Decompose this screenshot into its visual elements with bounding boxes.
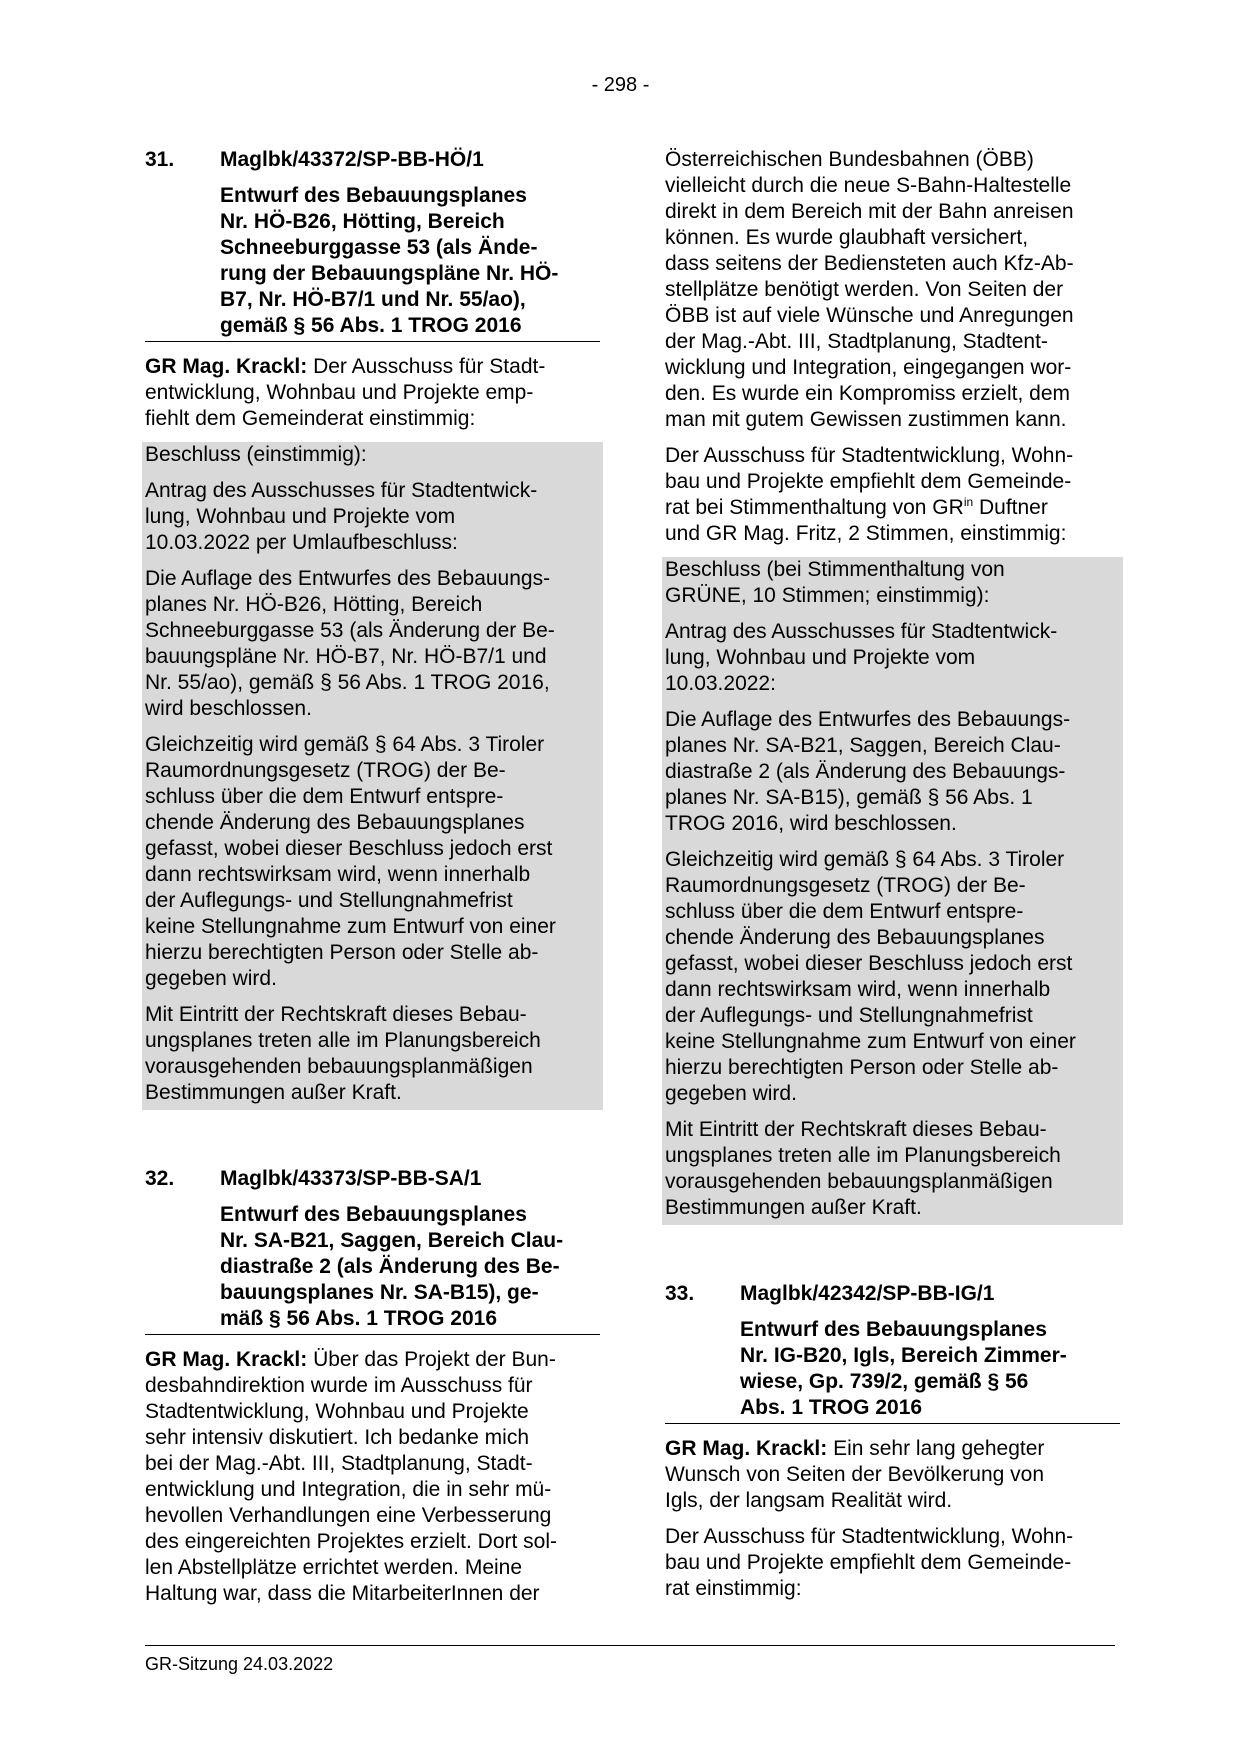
text-line: Bestimmungen außer Kraft.	[145, 1081, 402, 1104]
section-32-header	[145, 1166, 600, 1335]
text-line: schluss über die dem Entwurf entspre-	[145, 785, 504, 808]
text-line: Gleichzeitig wird gemäß § 64 Abs. 3 Tiroler	[145, 733, 545, 756]
text-line: rat bei Stimmenthaltung von GR	[665, 496, 964, 519]
title-line: bauungsplanes Nr. SA-B15), ge-	[220, 1281, 539, 1304]
right-column	[665, 147, 1120, 1612]
text-line: Mit Eintritt der Rechtskraft dieses Bebau-	[145, 1003, 527, 1026]
superscript-in: in	[963, 495, 974, 509]
section-32-statement-continued	[665, 147, 1120, 433]
text-line: Raumordnungsgesetz (TROG) der Be-	[145, 759, 506, 782]
decision-resolution	[665, 707, 1120, 847]
title-line: Nr. IG-B20, Igls, Bereich Zimmer-	[740, 1344, 1067, 1367]
text-line: 10.03.2022 per Umlaufbeschluss:	[145, 531, 458, 554]
text-line: können. Es wurde glaubhaft versichert,	[665, 226, 1029, 249]
text-line: der Mag.-Abt. III, Stadtplanung, Stadtent-	[665, 330, 1048, 353]
text-line: vorausgehenden bebauungsplanmäßigen	[665, 1170, 1053, 1193]
text-line: planes Nr. SA-B21, Saggen, Bereich Clau-	[665, 734, 1061, 757]
title-line: rung der Bebauungspläne Nr. HÖ-	[220, 262, 559, 285]
title-line: Schneeburggasse 53 (als Ände-	[220, 236, 538, 259]
text-line: ungsplanes treten alle im Planungsbereich	[145, 1029, 541, 1052]
section-33-code: Maglbk/42342/SP-BB-IG/1	[740, 1282, 995, 1305]
section-32-statement	[145, 1347, 600, 1607]
decision-legal-effect	[665, 1117, 1120, 1223]
text-line: bei der Mag.-Abt. III, Stadtplanung, Stadt-	[145, 1452, 533, 1475]
decision-resolution	[145, 566, 600, 732]
text-line: gegeben wird.	[665, 1082, 797, 1105]
speaker-name: GR Mag. Krackl:	[665, 1437, 828, 1460]
text-line: man mit gutem Gewissen zustimmen kann.	[665, 408, 1067, 431]
text-line: entwicklung, Wohnbau und Projekte emp-	[145, 381, 534, 404]
text-line: diastraße 2 (als Änderung des Bebauungs-	[665, 760, 1066, 783]
text-line: GRÜNE, 10 Stimmen; einstimmig):	[665, 584, 990, 607]
text-line: der Auflegungs- und Stellungnahmefrist	[665, 1004, 1033, 1027]
text-line: Ein sehr lang gehegter	[833, 1437, 1045, 1460]
section-33-number: 33.	[665, 1282, 695, 1305]
section-33-header	[665, 1281, 1120, 1424]
text-line: chende Änderung des Bebauungsplanes	[665, 926, 1045, 949]
text-line: len Abstellplätze errichtet werden. Meine	[145, 1556, 523, 1579]
section-32-code: Maglbk/43373/SP-BB-SA/1	[220, 1167, 482, 1190]
text-line: bau und Projekte empfiehlt dem Gemeinde-	[665, 1551, 1072, 1574]
section-31-header	[145, 147, 600, 342]
text-line: Nr. 55/ao), gemäß § 56 Abs. 1 TROG 2016,	[145, 671, 550, 694]
decision-simultaneous	[665, 847, 1120, 1117]
text-line: Gleichzeitig wird gemäß § 64 Abs. 3 Tiroler	[665, 848, 1065, 871]
text-line: Mit Eintritt der Rechtskraft dieses Bebau-	[665, 1118, 1047, 1141]
section-32-recommendation	[665, 443, 1120, 547]
text-line: lung, Wohnbau und Projekte vom	[665, 646, 976, 669]
text-line: keine Stellungnahme zum Entwurf von einer	[665, 1030, 1076, 1053]
text-line: hevollen Verhandlungen eine Verbesserung	[145, 1504, 552, 1527]
speaker-name: GR Mag. Krackl:	[145, 1348, 308, 1371]
text-line: vorausgehenden bebauungsplanmäßigen	[145, 1055, 533, 1078]
text-line: Wunsch von Seiten der Bevölkerung von	[665, 1463, 1045, 1486]
text-line: dass seitens der Bediensteten auch Kfz-Ab-	[665, 252, 1074, 275]
text-line: planes Nr. SA-B15), gemäß § 56 Abs. 1	[665, 786, 1033, 809]
decision-legal-effect	[145, 1002, 600, 1108]
footer-session-date: GR-Sitzung 24.03.2022	[145, 1654, 334, 1674]
text-line: schluss über die dem Entwurf entspre-	[665, 900, 1024, 923]
section-33-recommendation	[665, 1524, 1120, 1602]
text-line: dann rechtswirksam wird, wenn innerhalb	[145, 863, 531, 886]
section-31-statement	[145, 354, 600, 432]
text-line: wicklung und Integration, eingegangen wor-	[665, 356, 1072, 379]
title-line: Nr. SA-B21, Saggen, Bereich Clau-	[220, 1229, 564, 1252]
text-line: sehr intensiv diskutiert. Ich bedanke mich	[145, 1426, 530, 1449]
text-line: vielleicht durch die neue S-Bahn-Haltestelle	[665, 174, 1072, 197]
section-33-title	[740, 1317, 1120, 1421]
text-line: hierzu berechtigten Person oder Stelle ab-	[665, 1056, 1059, 1079]
section-32-number: 32.	[145, 1167, 175, 1190]
title-line: Entwurf des Bebauungsplanes	[220, 184, 527, 207]
text-line: Antrag des Ausschusses für Stadtentwick-	[665, 620, 1058, 643]
text-line: ungsplanes treten alle im Planungsbereich	[665, 1144, 1061, 1167]
left-column	[145, 147, 600, 1617]
text-line: Antrag des Ausschusses für Stadtentwick-	[145, 479, 538, 502]
text-line: keine Stellungnahme zum Entwurf von einer	[145, 915, 556, 938]
text-line: Duftner	[973, 496, 1048, 519]
title-line: diastraße 2 (als Änderung des Be-	[220, 1255, 560, 1278]
text-line: lung, Wohnbau und Projekte vom	[145, 505, 456, 528]
title-line: Entwurf des Bebauungsplanes	[220, 1203, 527, 1226]
footer-divider	[145, 1645, 1115, 1646]
text-line: rat einstimmig:	[665, 1577, 802, 1600]
text-line: Schneeburggasse 53 (als Änderung der Be-	[145, 619, 555, 642]
text-line: hierzu berechtigten Person oder Stelle ab-	[145, 941, 539, 964]
text-line: des eingereichten Projektes erzielt. Dort sol-	[145, 1530, 558, 1553]
title-line: mäß § 56 Abs. 1 TROG 2016	[220, 1307, 498, 1330]
decision-simultaneous	[145, 732, 600, 1002]
text-line: gegeben wird.	[145, 967, 277, 990]
section-33-statement	[665, 1436, 1120, 1514]
text-line: Beschluss (bei Stimmenthaltung von	[665, 558, 1005, 581]
text-line: TROG 2016, wird beschlossen.	[665, 812, 957, 835]
title-line: wiese, Gp. 739/2, gemäß § 56	[740, 1370, 1029, 1393]
title-line: Nr. HÖ-B26, Hötting, Bereich	[220, 210, 505, 233]
section-32-title	[220, 1202, 600, 1332]
text-line: 10.03.2022:	[665, 672, 776, 695]
speaker-name: GR Mag. Krackl:	[145, 355, 308, 378]
section-31-title	[220, 183, 600, 339]
text-line: bauungspläne Nr. HÖ-B7, Nr. HÖ-B7/1 und	[145, 645, 547, 668]
text-line: planes Nr. HÖ-B26, Hötting, Bereich	[145, 593, 483, 616]
text-line: Der Ausschuss für Stadt-	[313, 355, 546, 378]
decision-motion	[145, 478, 600, 566]
text-line: Österreichischen Bundesbahnen (ÖBB)	[665, 148, 1034, 171]
text-line: gefasst, wobei dieser Beschluss jedoch erst	[665, 952, 1073, 975]
text-line: Igls, der langsam Realität wird.	[665, 1489, 953, 1512]
section-32-decision-box	[662, 557, 1123, 1225]
decision-heading	[145, 442, 600, 478]
text-line: Über das Projekt der Bun-	[313, 1348, 556, 1371]
section-31-number: 31.	[145, 148, 175, 171]
text-line: der Auflegungs- und Stellungnahmefrist	[145, 889, 513, 912]
text-line: chende Änderung des Bebauungsplanes	[145, 811, 525, 834]
text-line: direkt in dem Bereich mit der Bahn anreisen	[665, 200, 1074, 223]
text-line: Der Ausschuss für Stadtentwicklung, Wohn-	[665, 444, 1074, 467]
text-line: Haltung war, dass die MitarbeiterInnen der	[145, 1582, 540, 1605]
title-line: gemäß § 56 Abs. 1 TROG 2016	[220, 314, 522, 337]
text-line: den. Es wurde ein Kompromiss erzielt, dem	[665, 382, 1070, 405]
title-line: Entwurf des Bebauungsplanes	[740, 1318, 1047, 1341]
text-line: Die Auflage des Entwurfes des Bebauungs-	[145, 567, 551, 590]
text-line: gefasst, wobei dieser Beschluss jedoch erst	[145, 837, 553, 860]
section-31-code: Maglbk/43372/SP-BB-HÖ/1	[220, 148, 484, 171]
text-line: entwicklung und Integration, die in sehr mü-	[145, 1478, 552, 1501]
text-line: wird beschlossen.	[145, 697, 312, 720]
text-line: Beschluss (einstimmig):	[145, 443, 367, 466]
page-number: - 298 -	[591, 74, 650, 96]
text-line: Stadtentwicklung, Wohnbau und Projekte	[145, 1400, 529, 1423]
text-line: und GR Mag. Fritz, 2 Stimmen, einstimmig:	[665, 522, 1067, 545]
text-line: dann rechtswirksam wird, wenn innerhalb	[665, 978, 1051, 1001]
decision-heading	[665, 557, 1120, 619]
section-31-decision-box	[142, 442, 603, 1110]
text-line: ÖBB ist auf viele Wünsche und Anregungen	[665, 304, 1074, 327]
decision-motion	[665, 619, 1120, 707]
text-line: desbahndirektion wurde im Ausschuss für	[145, 1374, 533, 1397]
title-line: B7, Nr. HÖ-B7/1 und Nr. 55/ao),	[220, 288, 526, 311]
text-line: bau und Projekte empfiehlt dem Gemeinde-	[665, 470, 1072, 493]
text-line: Raumordnungsgesetz (TROG) der Be-	[665, 874, 1026, 897]
text-line: stellplätze benötigt werden. Von Seiten der	[665, 278, 1064, 301]
title-line: Abs. 1 TROG 2016	[740, 1396, 923, 1419]
text-line: Der Ausschuss für Stadtentwicklung, Wohn-	[665, 1525, 1074, 1548]
text-line: Bestimmungen außer Kraft.	[665, 1196, 922, 1219]
text-line: Die Auflage des Entwurfes des Bebauungs-	[665, 708, 1071, 731]
text-line: fiehlt dem Gemeinderat einstimmig:	[145, 407, 476, 430]
